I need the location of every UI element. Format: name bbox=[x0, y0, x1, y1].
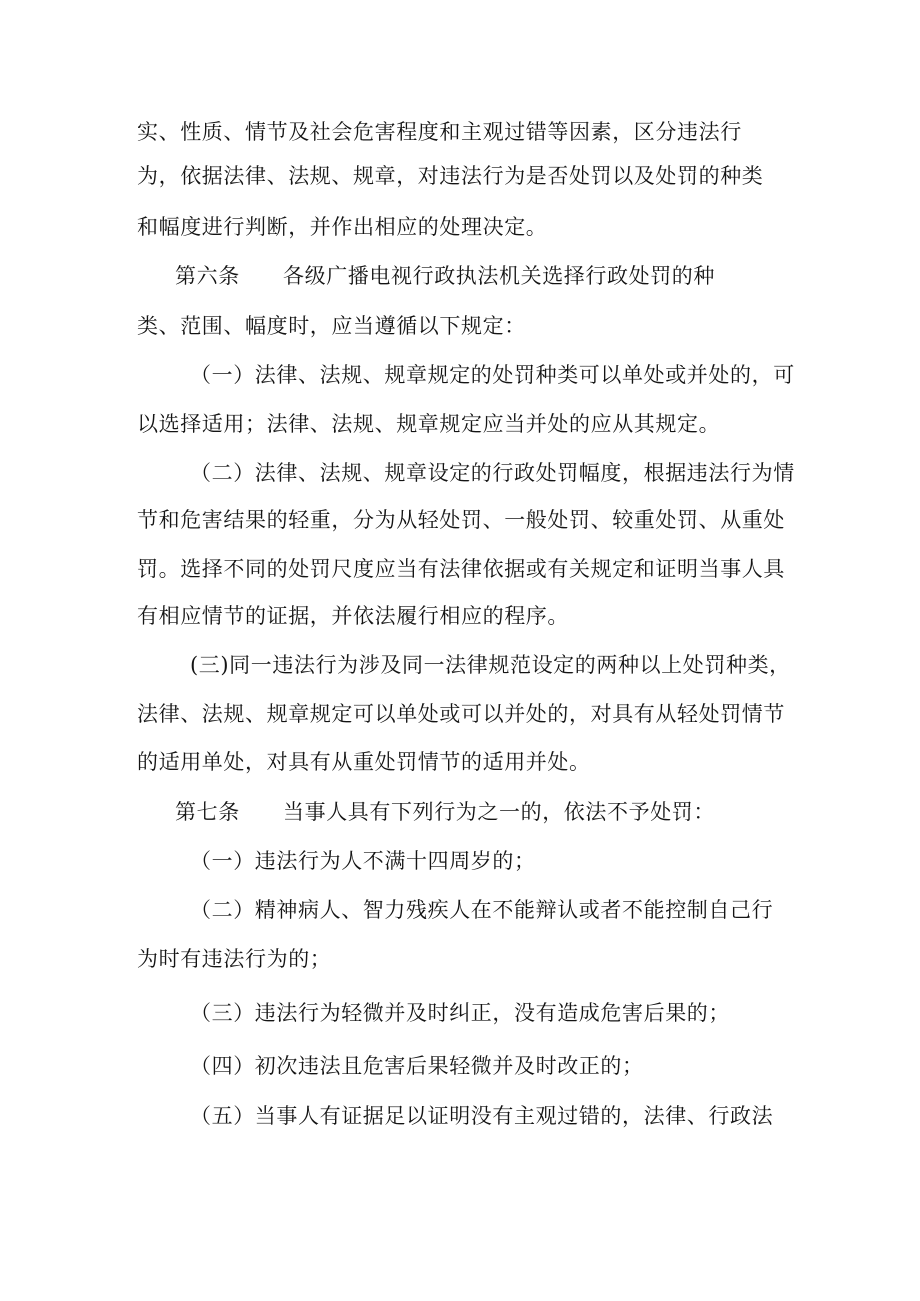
text-line: 类、范围、幅度时，应当遵循以下规定： bbox=[137, 314, 526, 338]
text-line: 实、性质、情节及社会危害程度和主观过错等因素，区分违法行 bbox=[137, 120, 742, 144]
clause-item: （五）当事人有证据足以证明没有主观过错的，法律、行政法 bbox=[190, 1104, 774, 1128]
clause-item: (三)同一违法行为涉及同一法律规范设定的两种以上处罚种类， bbox=[190, 653, 791, 677]
text-line: 法律、法规、规章规定可以单处或可以并处的，对具有从轻处罚情节 bbox=[137, 702, 785, 726]
text-line: 为，依据法律、法规、规章，对违法行为是否处罚以及处罚的种类 bbox=[137, 164, 764, 188]
article-6-heading: 第六条 各级广播电视行政执法机关选择行政处罚的种 bbox=[175, 264, 715, 288]
clause-item: （三）违法行为轻微并及时纠正，没有造成危害后果的； bbox=[190, 1001, 730, 1025]
text-line: 和幅度进行判断，并作出相应的处理决定。 bbox=[137, 215, 548, 239]
article-7-heading: 第七条 当事人具有下列行为之一的，依法不予处罚： bbox=[175, 800, 715, 824]
clause-item: （一）法律、法规、规章规定的处罚种类可以单处或并处的，可 bbox=[190, 363, 795, 387]
text-line: 为时有违法行为的； bbox=[137, 947, 332, 971]
text-line: 有相应情节的证据，并依法履行相应的程序。 bbox=[137, 604, 569, 628]
text-line: 罚。选择不同的处罚尺度应当有法律依据或有关规定和证明当事人具 bbox=[137, 557, 785, 581]
clause-item: （四）初次违法且危害后果轻微并及时改正的； bbox=[190, 1054, 644, 1078]
clause-item: （二）法律、法规、规章设定的行政处罚幅度，根据违法行为情 bbox=[190, 461, 795, 485]
text-line: 以选择适用；法律、法规、规章规定应当并处的应从其规定。 bbox=[137, 412, 721, 436]
clause-item: （一）违法行为人不满十四周岁的； bbox=[190, 849, 536, 873]
text-line: 节和危害结果的轻重，分为从轻处罚、一般处罚、较重处罚、从重处 bbox=[137, 508, 785, 532]
text-line: 的适用单处，对具有从重处罚情节的适用并处。 bbox=[137, 750, 591, 774]
clause-item: （二）精神病人、智力残疾人在不能辩认或者不能控制自己行 bbox=[190, 898, 774, 922]
